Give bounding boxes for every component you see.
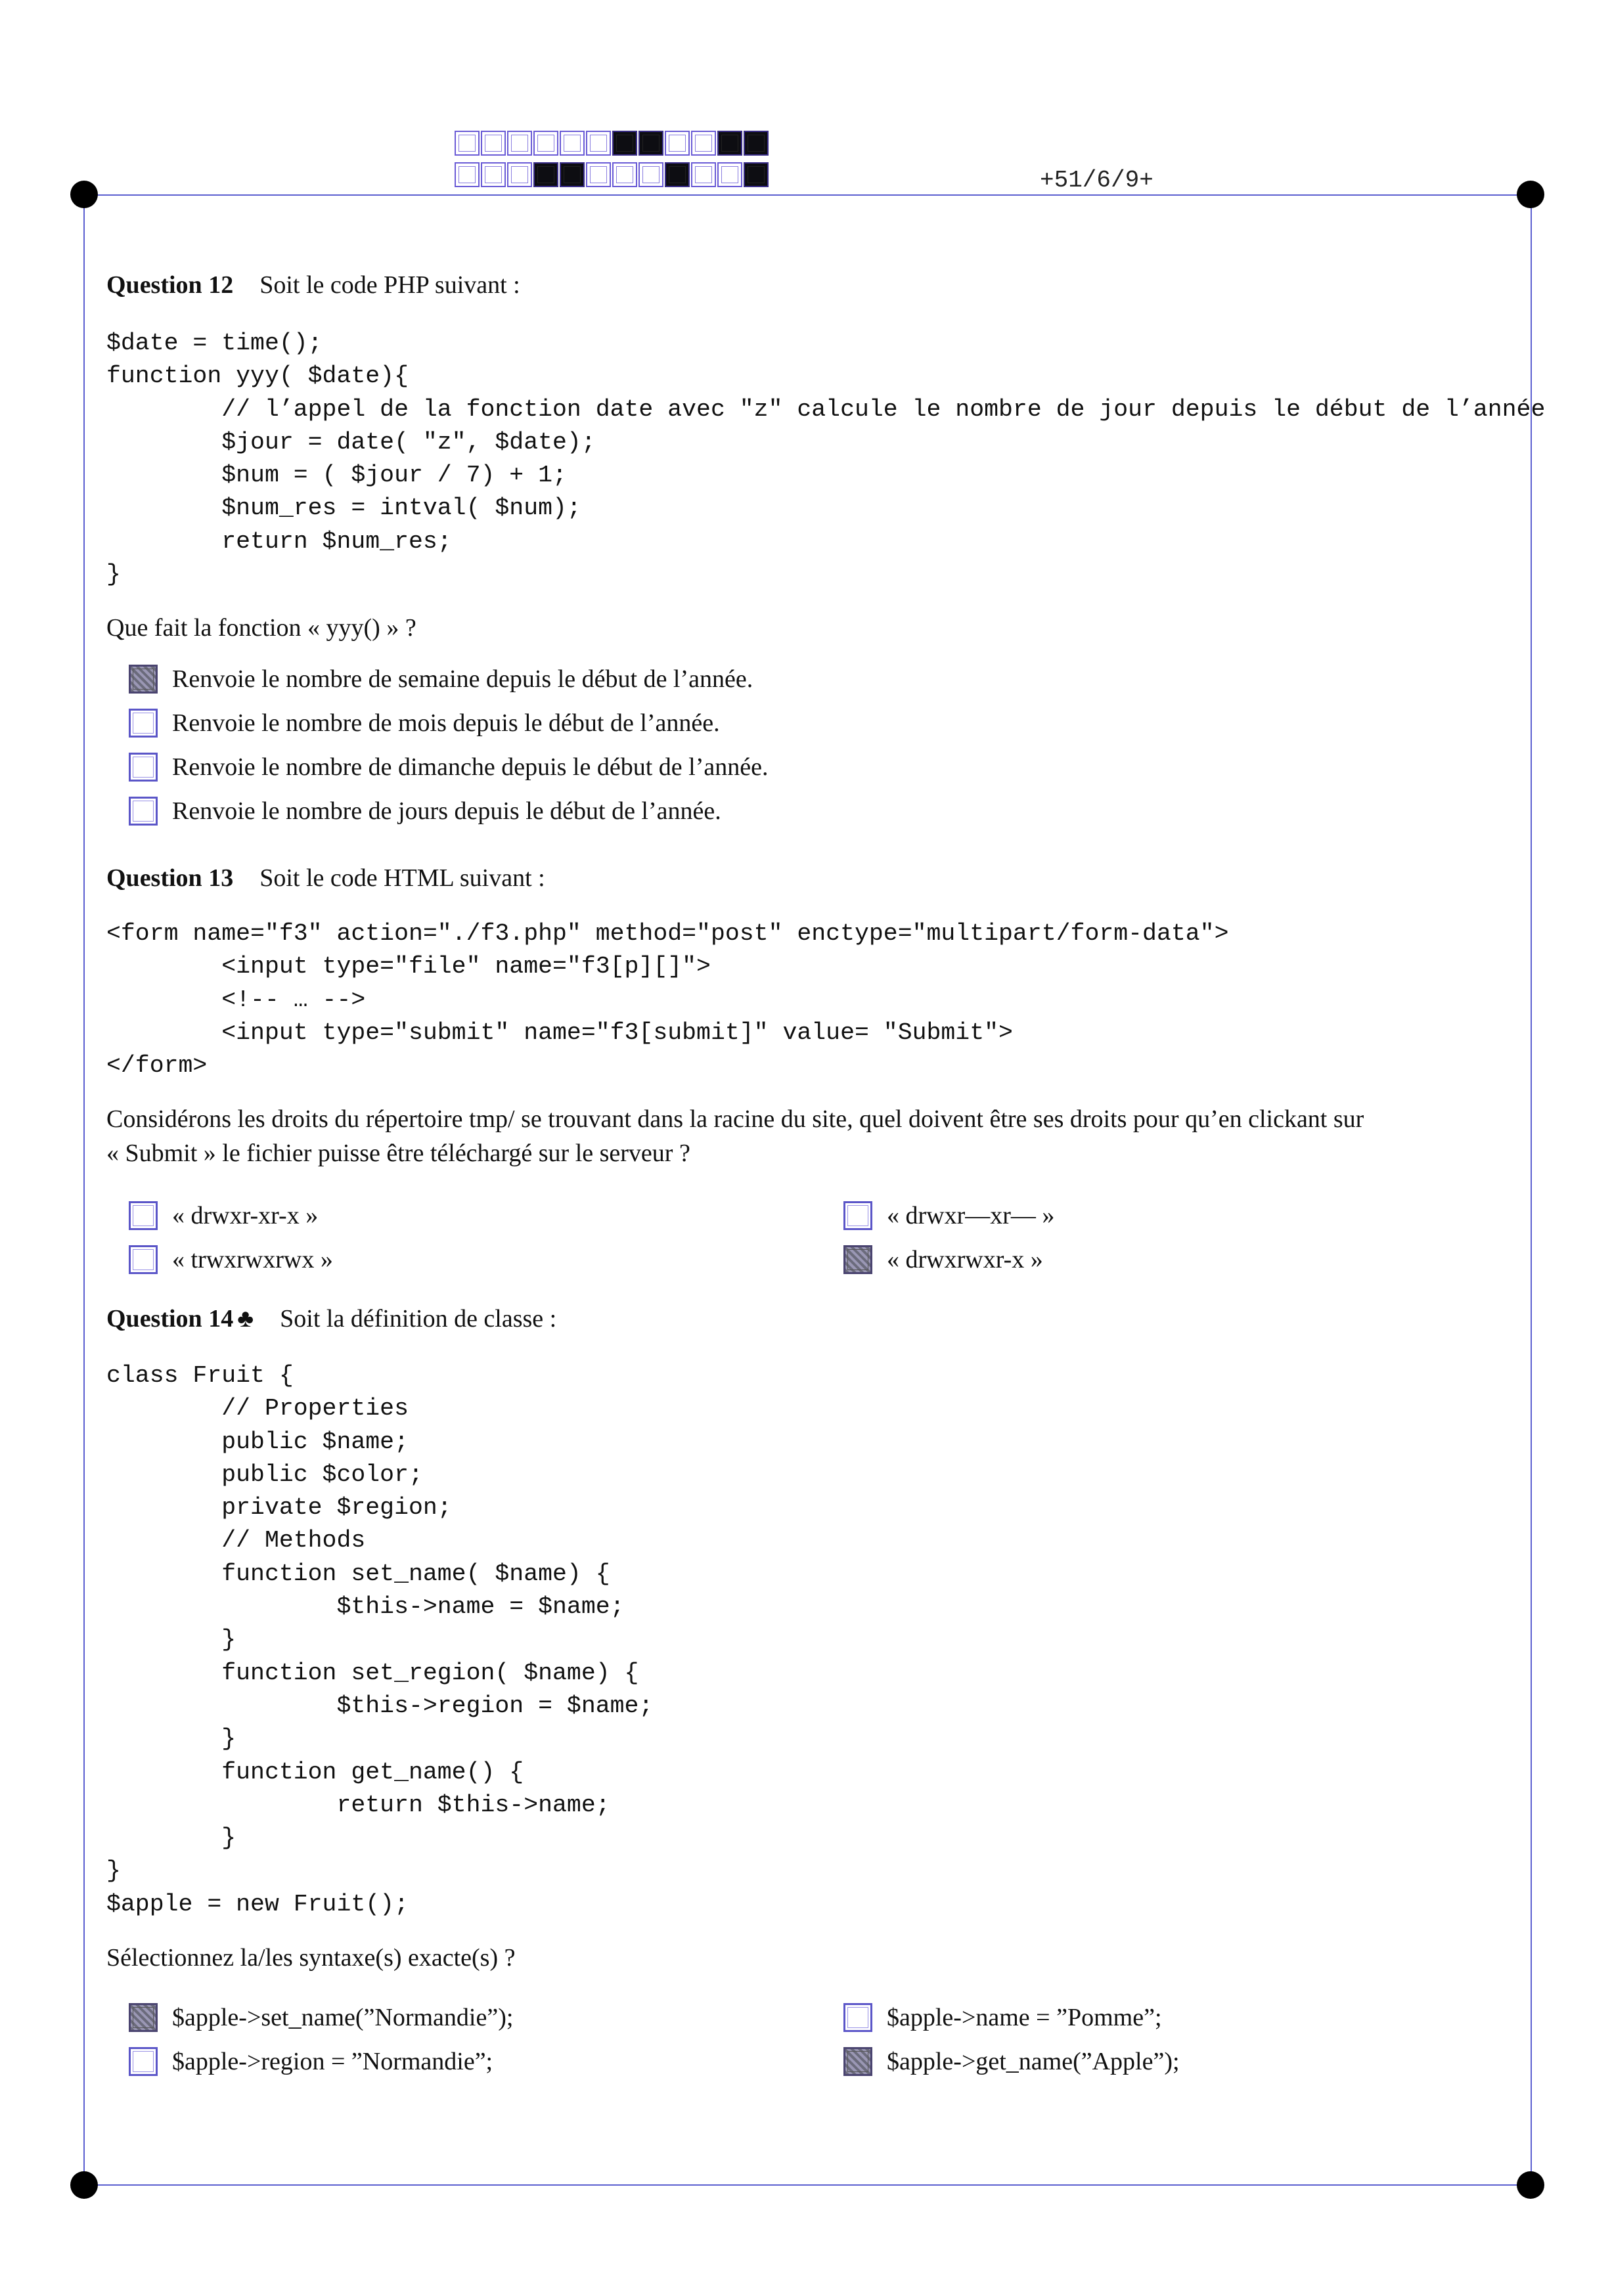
- q13-answer-4[interactable]: [843, 1245, 1043, 1274]
- frame-bottom: [84, 2184, 1532, 2186]
- question-prompt: Soit le code PHP suivant :: [259, 271, 520, 299]
- code-cell: [481, 131, 506, 156]
- answer-label: Renvoie le nombre de dimanche depuis le début de l’année.: [172, 753, 769, 781]
- question-13-text-line-2: « Submit » le fichier puisse être téléchargé sur le serveur ?: [106, 1139, 690, 1167]
- code-cell: [744, 162, 769, 187]
- q13-answer-1[interactable]: [129, 1201, 318, 1230]
- checkbox[interactable]: [843, 1201, 872, 1230]
- code-cell: [744, 131, 769, 156]
- code-cell: [586, 131, 611, 156]
- code-cell: [586, 162, 611, 187]
- code-row-2: [455, 162, 770, 190]
- question-12-heading: [106, 271, 520, 299]
- code-cell: [507, 162, 532, 187]
- code-cell: [612, 162, 637, 187]
- answer-label: $apple->region = ”Normandie”;: [172, 2048, 493, 2075]
- corner-mark-bottom-left: [70, 2171, 98, 2199]
- answer-label: « drwxr—xr— »: [887, 1202, 1055, 1229]
- question-number: Question 14: [106, 1305, 234, 1333]
- q12-answer-1[interactable]: [129, 665, 753, 694]
- answer-label: « trwxrwxrwx »: [172, 1246, 333, 1273]
- code-cell: [507, 131, 532, 156]
- q12-answer-2[interactable]: [129, 709, 720, 738]
- code-cell: [638, 131, 663, 156]
- answer-label: Renvoie le nombre de jours depuis le début de l’année.: [172, 797, 721, 825]
- code-cell: [665, 131, 690, 156]
- code-cell: [691, 131, 716, 156]
- code-cell: [455, 131, 480, 156]
- code-row-1: [455, 131, 770, 158]
- checkbox[interactable]: [129, 665, 158, 694]
- q13-answer-2[interactable]: [843, 1201, 1054, 1230]
- code-cell: [717, 131, 742, 156]
- answer-label: « drwxrwxr-x »: [887, 1246, 1043, 1273]
- code-cell: [665, 162, 690, 187]
- q12-answer-4[interactable]: [129, 797, 721, 826]
- q12-answer-3[interactable]: [129, 753, 768, 782]
- q14-answer-4[interactable]: [843, 2047, 1180, 2076]
- corner-mark-bottom-right: [1517, 2171, 1544, 2199]
- checkbox[interactable]: [843, 2003, 872, 2032]
- code-cell: [533, 131, 558, 156]
- answer-label: « drwxr-xr-x »: [172, 1202, 319, 1229]
- q13-answer-3[interactable]: [129, 1245, 333, 1274]
- checkbox[interactable]: [129, 797, 158, 826]
- checkbox[interactable]: [843, 1245, 872, 1274]
- q14-answer-2[interactable]: [843, 2003, 1162, 2032]
- q14-answer-3[interactable]: [129, 2047, 493, 2076]
- question-14-heading: [106, 1304, 556, 1333]
- html-code-block: <form name="f3" action="./f3.php" method="post" enctype="multipart/form-data"> <input type="file" name="f3[p][]"> <!-- … --> <input type="submit" name="f3[submit]" value= "Submit"> </form>: [106, 920, 1229, 1080]
- checkbox[interactable]: [129, 2003, 158, 2032]
- corner-mark-top-left: [70, 181, 98, 208]
- answer-label: Renvoie le nombre de semaine depuis le début de l’année.: [172, 665, 753, 693]
- question-13-text-line-1: Considérons les droits du répertoire tmp/ se trouvant dans la racine du site, quel doivent être ses droits pour qu’en clickant sur: [106, 1105, 1364, 1133]
- checkbox[interactable]: [843, 2047, 872, 2076]
- answer-label: Renvoie le nombre de mois depuis le début de l’année.: [172, 709, 720, 737]
- answer-label: $apple->name = ”Pomme”;: [887, 2004, 1162, 2031]
- club-icon: ♣: [237, 1305, 254, 1333]
- checkbox[interactable]: [129, 709, 158, 738]
- code-cell: [560, 162, 585, 187]
- corner-mark-top-right: [1517, 181, 1544, 208]
- code-cell: [691, 162, 716, 187]
- question-prompt: Soit le code HTML suivant :: [259, 864, 545, 892]
- checkbox[interactable]: [129, 1245, 158, 1274]
- code-cell: [533, 162, 558, 187]
- code-cell: [481, 162, 506, 187]
- question-prompt: Soit la définition de classe :: [280, 1305, 557, 1333]
- answer-label: $apple->set_name(”Normandie”);: [172, 2004, 514, 2031]
- page-id: +51/6/9+: [1040, 167, 1153, 194]
- code-cell: [612, 131, 637, 156]
- question-14-text: Sélectionnez la/les syntaxe(s) exacte(s) ?: [106, 1944, 516, 1972]
- scan-code-marks: [455, 131, 770, 194]
- question-12-text: Que fait la fonction « yyy() » ?: [106, 614, 416, 642]
- question-13-heading: [106, 864, 545, 893]
- class-code-block: class Fruit { // Properties public $name; public $color; private $region; // Methods function set_name( $name) { $this->name = $name; } function set_region( $name) { $this->region = $name; } function get_name() { return $this->name; } } $apple = new Fruit();: [106, 1362, 654, 1918]
- code-cell: [560, 131, 585, 156]
- checkbox[interactable]: [129, 2047, 158, 2076]
- question-number: Question 12: [106, 271, 234, 299]
- frame-top: [84, 194, 1532, 196]
- q14-answer-1[interactable]: [129, 2003, 513, 2032]
- frame-left: [83, 194, 85, 2186]
- php-code-block: $date = time(); function yyy( $date){ // l’appel de la fonction date avec "z" calcule le nombre de jour depuis le début de l’année $jour = date( "z", $date); $num = ( $jour / 7) + 1; $num_res = intval( $num); return $num_res; }: [106, 330, 1546, 588]
- code-cell: [717, 162, 742, 187]
- answer-label: $apple->get_name(”Apple”);: [887, 2048, 1180, 2075]
- question-number: Question 13: [106, 864, 234, 892]
- code-cell: [455, 162, 480, 187]
- checkbox[interactable]: [129, 753, 158, 782]
- checkbox[interactable]: [129, 1201, 158, 1230]
- code-cell: [638, 162, 663, 187]
